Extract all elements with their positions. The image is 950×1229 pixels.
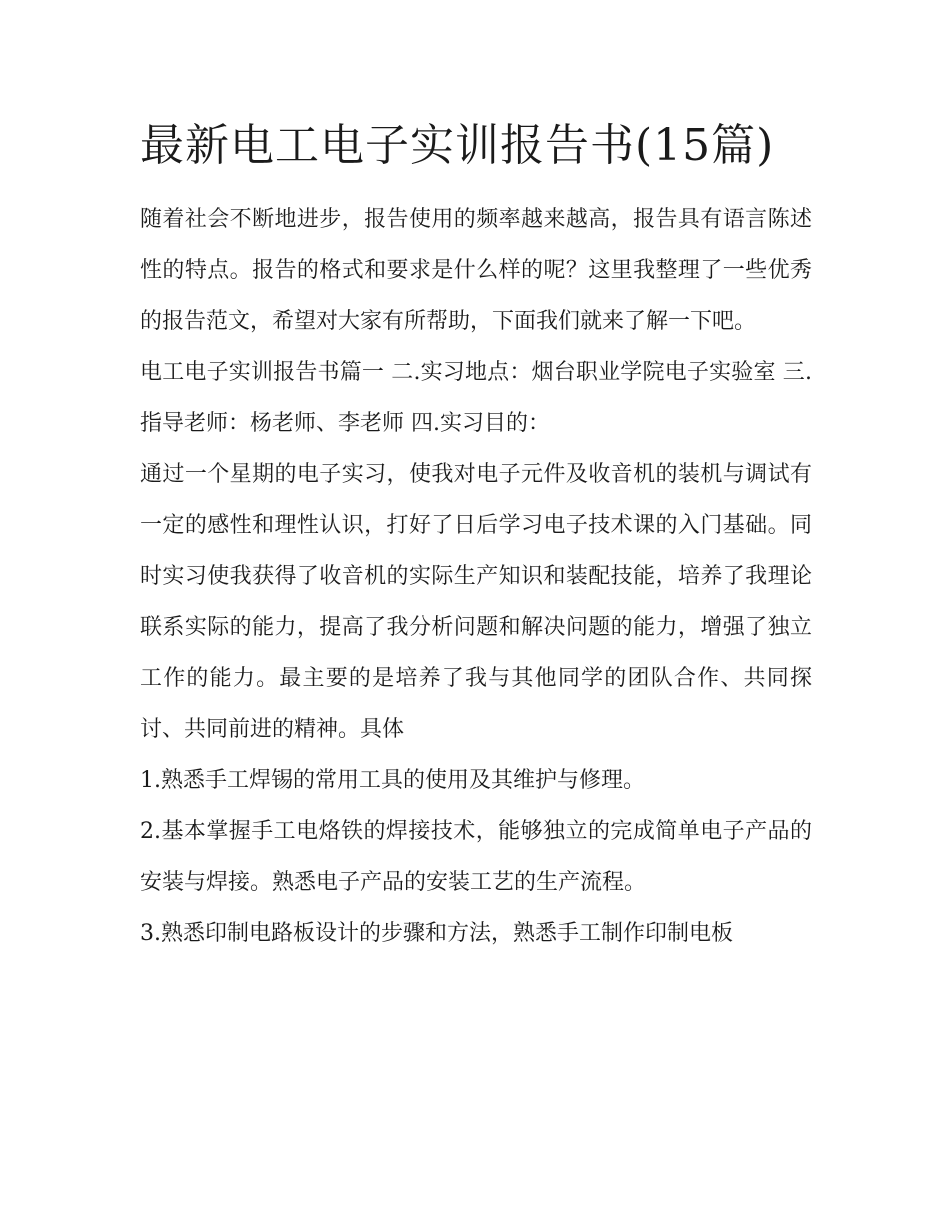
paragraph-intro: 随着社会不断地进步，报告使用的频率越来越高，报告具有语言陈述性的特点。报告的格式和要求是什么样的呢？这里我整理了一些优秀的报告范文，希望对大家有所帮助，下面我们就来了解一下吧。 [140, 207, 812, 334]
document-title: 最新电工电子实训报告书(15篇) [140, 120, 775, 171]
list-item: 1.熟悉手工焊锡的常用工具的使用及其维护与修理。 [140, 768, 645, 793]
list-item: 3.熟悉印制电路板设计的步骤和方法，熟悉手工制作印制电板 [140, 921, 733, 946]
document-page [140, 108, 812, 959]
paragraph-section-header: 电工电子实训报告书篇一 二.实习地点：烟台职业学院电子实验室 三.指导老师：杨老师、李老师 四.实习目的： [140, 360, 812, 436]
paragraph-body: 通过一个星期的电子实习，使我对电子元件及收音机的装机与调试有一定的感性和理性认识，打好了日后学习电子技术课的入门基础。同时实习使我获得了收音机的实际生产知识和装配技能，培养了我理论联系实际的能力，提高了我分析问题和解决问题的能力，增强了独立工作的能力。最主要的是培养了我与其他同学的团队合作、共同探讨、共同前进的精神。具体 [140, 462, 812, 742]
list-item: 2.基本掌握手工电烙铁的焊接技术，能够独立的完成简单电子产品的安装与焊接。熟悉电子产品的安装工艺的生产流程。 [140, 819, 812, 895]
